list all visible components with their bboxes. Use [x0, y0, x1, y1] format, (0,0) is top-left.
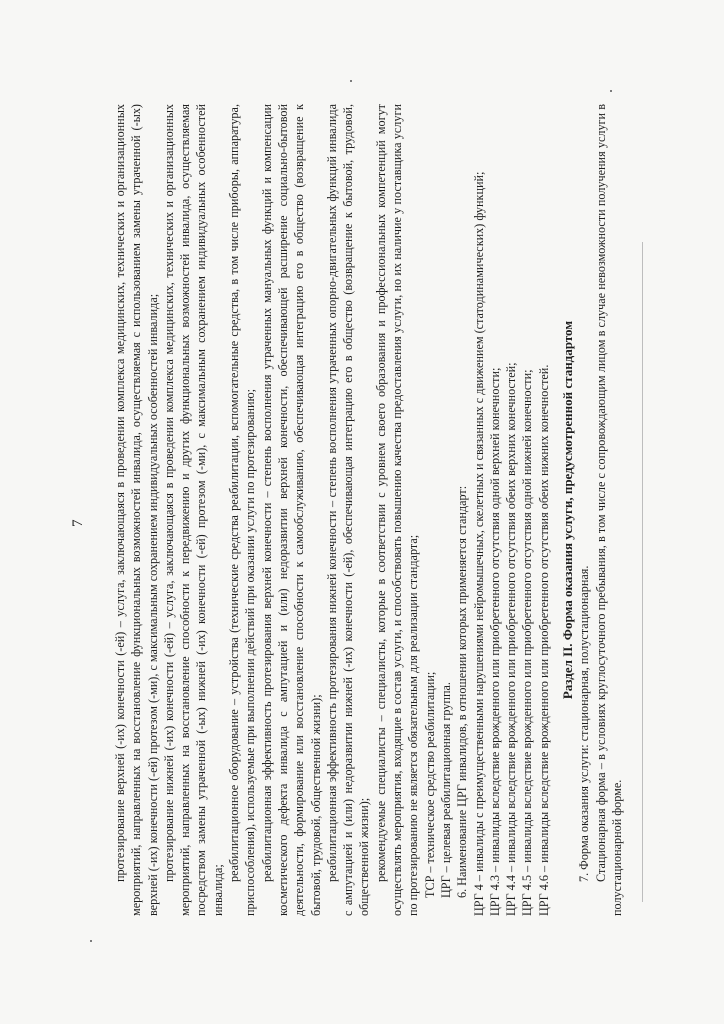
definition-crg: ЦРГ – целевая реабилитационная группа.: [438, 682, 453, 898]
document-body: [112, 104, 625, 916]
inpatient-form-description: Стационарная форма – в условиях круглосуточного пребывания, в том числе с сопровождающим лицом в случае невозможности получения услуги в полустационарной форме.: [593, 104, 624, 916]
definition-rehab-equipment: реабилитационное оборудование – устройства (технические средства реабилитации, вспомогательные средства, в том числе приборы, аппаратура, приспособления), используемые при выполнении действий при оказании услуги по протезированию;: [227, 104, 258, 916]
scan-speck: [90, 940, 92, 942]
definition-lower-rehab-efficiency: реабилитационная эффективность протезирования нижней конечности – степень восполнения утраченных опорно-двигательных функций инвалида с ампутацией и (или) недоразвитии нижней (-их) конечности (-ей), обеспечивающая интеграцию его в общество (возвращение к бытовой, трудовой, общественной жизни);: [324, 104, 372, 916]
definition-recommended-specialists: рекомендуемые специалисты – специалисты, которые в соответствии с уровнем своего образования и профессиональных компетенций могут осуществлять мероприятия, входящие в состав услуги, и способствовать повышению качества предоставления услуги, но их наличие у поставщика услуги по протезированию не является обязательным для реализации стандарта;: [373, 104, 421, 916]
page-number: 7: [70, 519, 86, 527]
crg-4-5: ЦРГ 4.5 – инвалиды вследствие врожденного или приобретенного отсутствия одной нижней конечности;: [520, 369, 535, 916]
crg-4-4: ЦРГ 4.4 – инвалиды вследствие врожденного или приобретенного отсутствия обеих верхних конечностей;: [504, 362, 519, 916]
crg-4-3: ЦРГ 4.3 – инвалиды вследствие врожденного или приобретенного отсутствия одной верхней конечности;: [487, 367, 502, 916]
item-7-form: 7. Форма оказания услуги: стационарная, полустационарная.: [577, 565, 592, 882]
scan-speck: [610, 90, 612, 92]
crg-4: ЦРГ 4 – инвалиды с преимущественными нарушениями нейромышечных, скелетных и связанных с движением (статодинамических) функций;: [471, 171, 486, 916]
rotated-document: [50, 62, 674, 962]
crg-4-6: ЦРГ 4.6 – инвалиды вследствие врожденного или приобретенного отсутствия обеих нижних конечностей.: [536, 364, 551, 916]
bottom-rule: [642, 242, 643, 902]
definition-lower-limb-prosthetics: протезирование нижней (-их) конечности (-ей) – услуга, заключающаяся в проведении комплекса медицинских, технических и организационных мероприятий, направленных на восстановление способности к передвижению и других функциональных возможностей инвалида, осуществляемая посредством замены утраченной (-ых) нижней (-их) конечности (-ей) протезом (-ми), с максимальным сохранением индивидуальных особенностей инвалида;: [161, 104, 225, 916]
definition-tsr: ТСР – техническое средство реабилитации;: [422, 671, 437, 898]
definition-upper-limb-prosthetics: протезирование верхней (-их) конечности (-ей) – услуга, заключающаяся в проведении комплекса медицинских, технических и организационных мероприятий, направленных на восстановление функциональных возможностей инвалида, осуществляемая с использованием замены утраченной (-ых) верхней (-их) конечности (-ей) протезом (-ми), с максимальным сохранением индивидуальных особенностей инвалида;: [113, 104, 160, 916]
definition-upper-rehab-efficiency: реабилитационная эффективность протезирования верхней конечности – степень восполнения утраченных мануальных функций и компенсации косметического дефекта инвалида с ампутацией и (или) недоразвитии верхней конечности, обеспечивающей расширение социально-бытовой деятельности, формирование или восстановление способности к самообслуживанию, обеспечивающая интеграцию его в общество (возвращение к бытовой, трудовой, общественной жизни);: [259, 104, 323, 916]
scan-speck: [350, 80, 352, 82]
section-heading: Раздел II. Форма оказания услуги, предусмотренной стандартом: [560, 320, 576, 700]
item-6-heading: 6. Наименование ЦРГ инвалидов, в отношении которых применяется стандарт:: [455, 485, 470, 898]
